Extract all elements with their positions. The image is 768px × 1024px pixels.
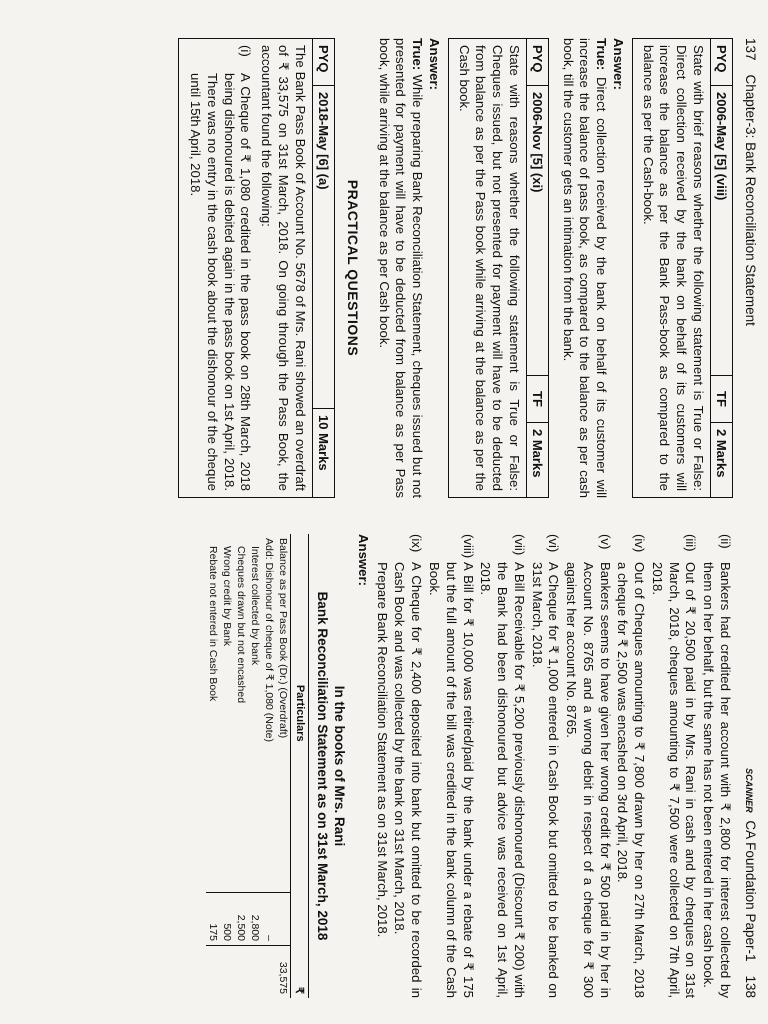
reconciliation-table <box>206 534 309 998</box>
col-amount: ₹ <box>291 946 309 999</box>
statement-title: Bank Reconciliation Statement as on 31st March, 2018 <box>314 591 330 941</box>
table-row: Cheques drawn but not encashed 2,500 <box>234 534 248 998</box>
page-number: 137 <box>743 38 758 61</box>
q2-answer-label: Answer: <box>426 38 442 91</box>
q3-header <box>312 38 335 498</box>
page-number-right: 138 <box>743 975 758 998</box>
item-text: Bankers had credited her account with ₹ 2,800 for interest collected by them on her behalf, but the same has not been entered in her cash book. <box>701 562 733 998</box>
list-item <box>648 534 698 998</box>
list-item <box>477 534 527 998</box>
books-of-heading: In the books of Mrs. Rani <box>332 685 348 847</box>
table-row: Rebate not entered in Cash Book 175 <box>206 534 220 998</box>
q1-session: 2006-May [5] (viii) <box>711 86 733 376</box>
list-item <box>425 534 475 998</box>
instruction: Prepare Bank Reconciliation Statement as on 31st March, 2018. <box>374 562 390 938</box>
list-item <box>614 534 648 998</box>
q1-verdict: True: <box>594 38 610 71</box>
item-text: A Cheque for ₹ 2,400 deposited into bank but omitted to be recorded in Cash Book and was collected by the bank on 31st March, 2018. <box>392 562 425 998</box>
publisher-logo: SCANNER <box>744 768 754 813</box>
q1-question: State with brief reasons whether the following statement is True or False: Direct collection received by the bank on behalf of its customers will increase the balance as per the Bank Pass-book as compared to the balance as per the Cash-book. <box>632 38 710 498</box>
item-text: Bankers seems to have given her wrong credit for ₹ 500 paid in by her in Account No. 8765 and a wrong debit in respect of a cheque for ₹ 300 against her account No. 8765. <box>564 562 613 998</box>
q2-type: TF <box>526 376 548 423</box>
q2-marks: 2 Marks <box>526 423 548 498</box>
q2-code: PYQ <box>526 39 548 86</box>
item-number: (viii) <box>460 534 476 559</box>
item-text: Out of ₹ 20,500 paid in by Mrs. Rani in cash and by cheques on 31st March, 2018, cheques amounting to ₹ 7,500 were collected on 7th April, 2018. <box>649 562 699 998</box>
item-number: (ix) <box>409 534 425 553</box>
answer-label: Answer: <box>355 534 371 587</box>
q1-answer-block <box>559 38 626 498</box>
item-number: (vi) <box>546 534 562 553</box>
table-row: Wrong credit by Bank 500 <box>220 534 234 998</box>
col-particulars: Particulars <box>291 534 309 893</box>
running-title-text: CA Foundation Paper-1 <box>743 820 758 962</box>
running-title: Chapter-3: Bank Reconciliation Statement <box>743 74 758 326</box>
list-item <box>391 534 425 998</box>
item-text: A Bill Receivable for ₹ 5,200 previously dishonoured (Discount ₹ 200) with the Bank had been dishonoured but advice was received on 1st April, 2018. <box>478 562 527 998</box>
item-number: (v) <box>597 534 613 550</box>
q2-answer-block <box>375 38 442 498</box>
q3-item-list <box>186 45 253 491</box>
q3-code: PYQ <box>312 39 334 86</box>
q3-continued-items <box>354 534 733 998</box>
practical-questions-heading: PRACTICAL QUESTIONS <box>344 179 361 357</box>
item-text: A Cheque of ₹ 1,080 credited in the pass book on 28th March, 2018 being dishonoured is debited again in the pass book on 1st April, 2018. There was no entry in the cash book about the dishonour of the cheque until 15th April, 2018. <box>188 73 254 491</box>
q1-marks: 2 Marks <box>711 423 733 498</box>
list-item <box>562 534 612 998</box>
table-row: Add: Dishonour of cheque of ₹ 1,080 (Note) – <box>262 534 276 998</box>
q3-intro: The Bank Pass Book of Account No. 5678 of Mrs. Rani showed an overdraft of ₹ 33,575 on 31st March, 2018. On going through the Pass Book, the accountant found the following: <box>259 45 308 491</box>
q3-marks: 10 Marks <box>312 409 334 498</box>
right-page-header <box>743 534 758 998</box>
q2-header <box>526 38 549 498</box>
q1-answer: Direct collection received by the bank on behalf of its customer will increase the balance of pass book, as compared to the balance as per cash book, till the customer gets an intimation from the bank. <box>560 38 610 499</box>
list-item <box>528 534 562 998</box>
q3-question <box>178 38 311 498</box>
item-number: (iv) <box>632 534 648 553</box>
item-number: (vii) <box>511 534 527 556</box>
item-number: (ii) <box>718 534 733 549</box>
left-page-header <box>743 38 758 498</box>
q1-code: PYQ <box>711 39 733 86</box>
item-text: A Cheque for ₹ 1,000 entered in Cash Book but omitted to be banked on 31st March, 2018. <box>529 562 562 998</box>
running-title-right <box>743 534 758 961</box>
list-item <box>699 534 733 998</box>
list-item <box>186 45 253 491</box>
q1-type: TF <box>711 376 733 423</box>
item-text: A Bill for ₹ 10,000 was retired/paid by the bank under a rebate of ₹ 175 but the full amount of the bill was credited in the bank column of the Cash Book. <box>426 562 476 998</box>
q2-answer: While preparing Bank Reconciliation Statement, cheques issued but not presented for payment will have to be deducted from balance as per Pass book, while arriving at the balance as per Cash book. <box>376 38 426 498</box>
table-row: Interest collected by bank 2,800 <box>248 534 262 998</box>
table-row: Balance as per Pass Book (Dr.) (Overdraft) 33,575 <box>276 534 291 998</box>
q2-question: State with reasons whether the following statement is True or False: Cheques issued, but not presented for payment will have to be deducted from balance as per the Pass book while arriving at the balance as per the Cash book. <box>448 38 526 498</box>
q1-header <box>710 38 733 498</box>
item-number: (iii) <box>683 534 699 552</box>
q2-verdict: True: <box>410 38 426 71</box>
item-text: Out of Cheques amounting to ₹ 7,800 drawn by her on 27th March, 2018 a cheque for ₹ 2,500 was encashed on 3rd April, 2018. <box>615 562 648 998</box>
q3-session: 2018-May [6] (a) <box>312 86 334 409</box>
q1-answer-label: Answer: <box>610 38 626 91</box>
right-page <box>0 512 768 1024</box>
item-number: (i) <box>238 45 254 57</box>
q2-session: 2006-Nov [5] (xi) <box>526 86 548 376</box>
